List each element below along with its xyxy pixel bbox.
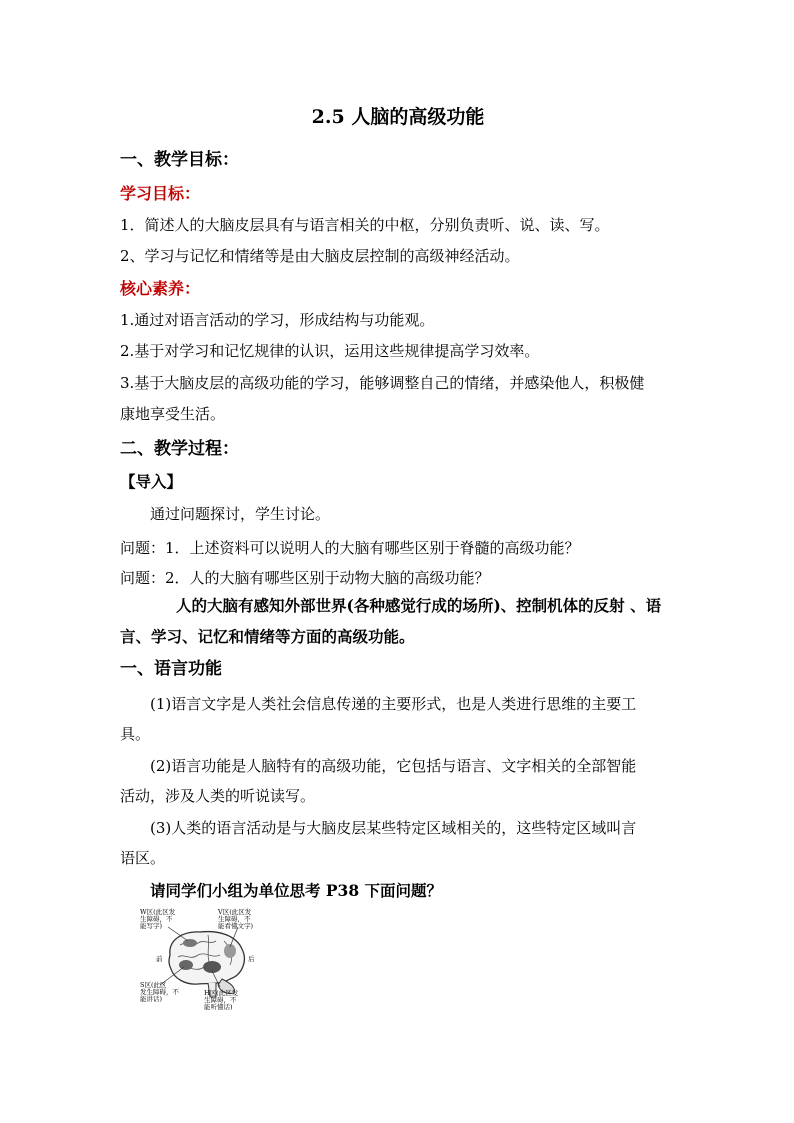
v-area-label-1: V区(此区发 — [218, 908, 252, 916]
h-area-label-3: 能听懂话) — [204, 1003, 233, 1011]
back-label: 后 — [248, 955, 255, 963]
w-area-mark — [183, 939, 197, 947]
core-item-3-line2: 康地享受生活。 — [120, 405, 226, 423]
s-area-label-3: 能讲话) — [140, 995, 163, 1003]
intro-label: 【导入】 — [120, 472, 183, 491]
question-1: 问题：1．上述资料可以说明人的大脑有哪些区别于脊髓的高级功能？ — [120, 539, 580, 557]
w-area-label-2: 生障碍，不 — [140, 915, 173, 923]
core-literacy-label: 核心素养： — [120, 279, 201, 298]
page-title: 2.5 人脑的高级功能 — [311, 106, 485, 128]
para-3-line2: 语区。 — [120, 849, 166, 867]
core-item-2: 2.基于对学习和记忆规律的认识，运用这些规律提高学习效率。 — [120, 342, 540, 360]
h-area-label-1: H区(此区发 — [204, 989, 239, 997]
intro-text: 通过问题探讨，学生讨论。 — [150, 505, 331, 523]
summary-line1: 人的大脑有感知外部世界(各种感觉行成的场所)、控制机体的反射 、语 — [176, 596, 662, 615]
goal-item-1: 1．简述人的大脑皮层具有与语言相关的中枢，分别负责听、说、读、写。 — [120, 216, 610, 234]
brain-language-area-figure — [138, 905, 273, 1015]
front-label: 前 — [156, 955, 163, 963]
core-item-1: 1.通过对语言活动的学习，形成结构与功能观。 — [120, 311, 435, 329]
v-area-label-2: 生障碍，不 — [218, 915, 251, 923]
w-area-label-1: W区(此区发 — [140, 908, 176, 916]
core-item-3-line1: 3.基于大脑皮层的高级功能的学习，能够调整自己的情绪，并感染他人，积极健 — [120, 374, 645, 392]
h-area-label-2: 生障碍，不 — [204, 996, 237, 1004]
para-2-line2: 活动，涉及人类的听说读写。 — [120, 787, 316, 805]
para-2-line1: (2)语言功能是人脑特有的高级功能，它包括与语言、文字相关的全部智能 — [150, 757, 637, 775]
learning-goals-label: 学习目标： — [120, 184, 201, 203]
section-heading-objectives: 一、教学目标： — [120, 150, 239, 170]
para-1-line1: (1)语言文字是人类社会信息传递的主要形式，也是人类进行思维的主要工 — [150, 695, 637, 713]
para-1-line2: 具。 — [120, 725, 151, 743]
summary-line2: 言、学习、记忆和情绪等方面的高级功能。 — [120, 627, 415, 646]
goal-item-2: 2、学习与记忆和情绪等是由大脑皮层控制的高级神经活动。 — [120, 247, 520, 265]
w-area-label-3: 能写字) — [140, 922, 163, 930]
s-area-mark — [179, 960, 193, 970]
section-heading-process: 二、教学过程： — [120, 439, 239, 459]
v-area-label-3: 能看懂文字) — [218, 922, 254, 930]
discussion-prompt: 请同学们小组为单位思考 P38 下面问题？ — [150, 881, 443, 900]
s-area-label-1: S区(此区 — [140, 981, 167, 989]
s-area-label-2: 发生障碍，不 — [140, 988, 179, 996]
para-3-line1: (3)人类的语言活动是与大脑皮层某些特定区域相关的，这些特定区域叫言 — [150, 819, 637, 837]
section-heading-language: 一、语言功能 — [120, 659, 222, 679]
question-2: 问题：2．人的大脑有哪些区别于动物大脑的高级功能？ — [120, 569, 490, 587]
